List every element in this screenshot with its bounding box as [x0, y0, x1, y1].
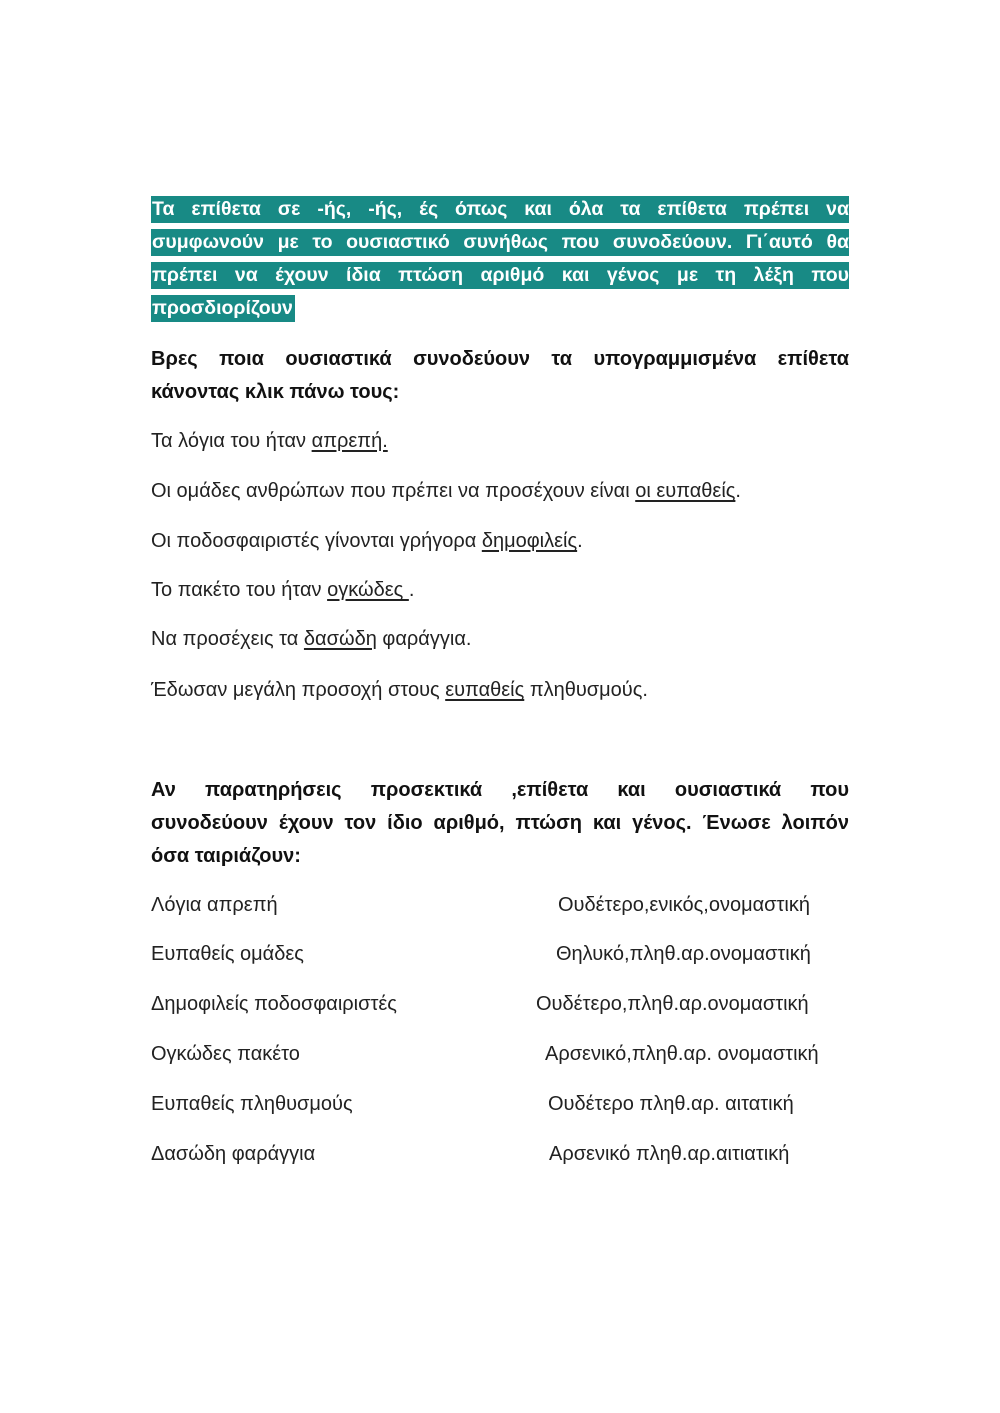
sentence	[151, 626, 471, 652]
sentence-text: Έδωσαν μεγάλη προσοχή στους	[151, 679, 446, 701]
sentence	[151, 428, 388, 454]
sentence-text: φαράγγια.	[376, 628, 472, 650]
underlined-adjective[interactable]: ογκώδες	[327, 579, 409, 601]
underlined-adjective[interactable]: δασώδη	[303, 628, 377, 650]
sentence-text: Οι ομάδες ανθρώπων που πρέπει να προσέχουν είναι	[151, 480, 636, 502]
instruction-match	[151, 774, 849, 873]
sentence-text: Να προσέχεις τα	[151, 628, 304, 650]
underlined-adjective[interactable]: οι ευπαθείς	[635, 480, 736, 502]
sentence-text: .	[577, 530, 583, 552]
match-item-left[interactable]: Δασώδη φαράγγια	[151, 1143, 316, 1165]
match-item-right[interactable]: Ουδέτερο πληθ.αρ. αιτατική	[548, 1093, 794, 1115]
underlined-adjective[interactable]: ευπαθείς	[445, 679, 525, 701]
match-item-right[interactable]: Αρσενικό πληθ.αρ.αιτιατική	[549, 1143, 790, 1165]
match-item-left[interactable]: Ευπαθείς πληθυσμούς	[151, 1093, 353, 1115]
sentence-text: Τα λόγια του ήταν	[151, 430, 312, 452]
match-item-left[interactable]: Ογκώδες πακέτο	[151, 1043, 300, 1065]
intro-line: προσδιορίζουν	[151, 295, 295, 322]
match-item-left[interactable]: Λόγια απρεπή	[151, 894, 278, 916]
sentence	[151, 577, 414, 603]
match-item-right[interactable]: Θηλυκό,πληθ.αρ.ονομαστική	[556, 943, 811, 965]
sentence-text: Το πακέτο του ήταν	[151, 579, 328, 601]
instruction-find-nouns	[151, 343, 849, 409]
match-item-right[interactable]: Ουδέτερο,πληθ.αρ.ονομαστική	[536, 993, 809, 1015]
match-item-left[interactable]: Δημοφιλείς ποδοσφαιριστές	[151, 993, 397, 1015]
sentence	[151, 528, 583, 554]
instruction-line: συνοδεύουν έχουν τον ίδιο αριθμό, πτώση και γένος. Ένωσε λοιπόν	[151, 812, 849, 834]
match-item-right[interactable]: Ουδέτερο,ενικός,ονομαστική	[558, 894, 810, 916]
instruction-line: όσα ταιριάζουν:	[151, 845, 301, 867]
underlined-adjective[interactable]: δημοφιλείς	[481, 530, 578, 552]
sentence	[151, 677, 648, 703]
sentence-text: πληθυσμούς.	[524, 679, 648, 701]
instruction-line: Αν παρατηρήσεις προσεκτικά ,επίθετα και ουσιαστικά που	[151, 779, 849, 801]
sentence	[151, 478, 741, 504]
sentence-text: .	[735, 480, 741, 502]
sentence-text: .	[408, 579, 415, 601]
instruction-line: Βρες ποια ουσιαστικά συνοδεύουν τα υπογραμμισμένα επίθετα	[151, 348, 849, 370]
intro-line: πρέπει να έχουν ίδια πτώση αριθμό και γένος με τη λέξη που	[151, 262, 849, 289]
match-item-left[interactable]: Ευπαθείς ομάδες	[151, 943, 304, 965]
underlined-adjective[interactable]: απρεπή.	[311, 430, 388, 452]
sentence-text: Οι ποδοσφαιριστές γίνονται γρήγορα	[151, 530, 482, 552]
intro-line: Τα επίθετα σε -ής, -ής, ές όπως και όλα τα επίθετα πρέπει να	[151, 196, 849, 223]
instruction-line: κάνοντας κλικ πάνω τους:	[151, 381, 400, 403]
intro-line: συμφωνούν με το ουσιαστικό συνήθως που συνοδεύουν. Γι΄αυτό θα	[151, 229, 849, 256]
match-item-right[interactable]: Αρσενικό,πληθ.αρ. ονομαστική	[545, 1043, 819, 1065]
